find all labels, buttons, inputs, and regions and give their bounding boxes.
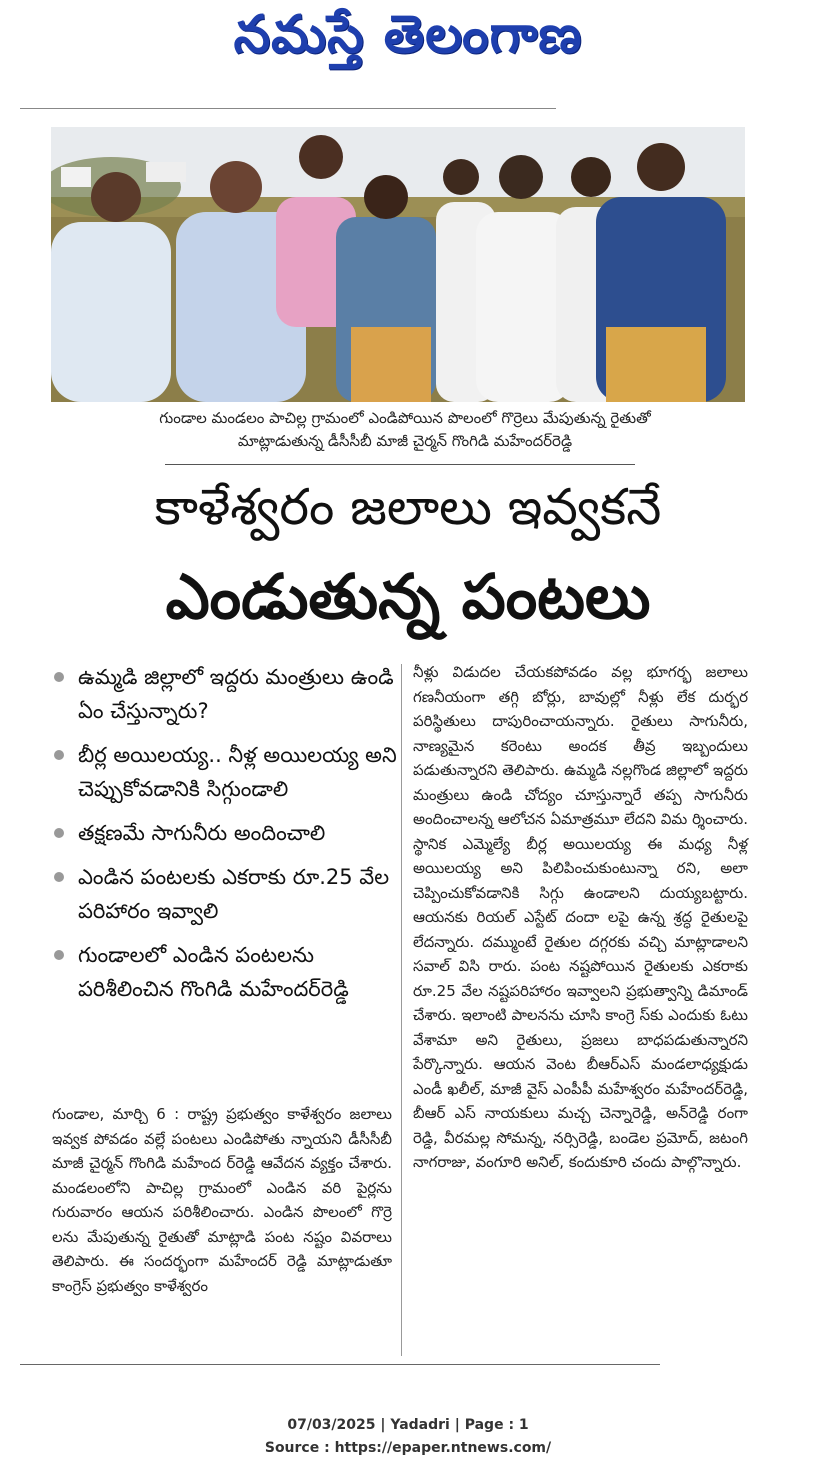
caption-divider [165,464,635,465]
caption-line-2: మాట్లాడుతున్న డీసీసీబీ మాజీ చైర్మన్ గొంగిడి మహేందర్‌రెడ్డి [237,432,573,450]
masthead-divider [20,108,556,109]
bullet-text: ఉమ్మడి జిల్లాలో ఇద్దరు మంత్రులు ఉండి ఏం చేస్తున్నారు? [78,665,394,723]
highlight-bullets [50,660,400,1016]
footer-source-line: Source : https://epaper.ntnews.com/ [264,1440,552,1456]
bullet-item [50,816,400,850]
article-body-right: నీళ్లు విడుదల చేయకపోవడం వల్ల భూగర్భ జలాలు గణనీయంగా తగ్గి బోర్లు, బావుల్లో నీళ్లు లేక దుర్భర పరిస్థితులు దాపురించాయన్నారు. రైతులు సాగునీరు, నాణ్యమైన కరెంటు అందక తీవ్ర ఇబ్బందులు పడుతున్నారని తెలిపారు. ఉమ్మడి నల్లగొండ జిల్లాలో ఇద్దరు మంత్రులు ఉండి చోద్యం చూస్తున్నారే తప్ప సాగునీరు అందించాలన్న ఆలోచన ఏమాత్రమూ లేదని విమ ర్శించారు. స్థానిక ఎమ్మెల్యే బీర్ల అయిలయ్య ఈ మధ్య నీళ్ల అయిలయ్య అని పిలిపించుకుంటున్నా రని, అలా చెప్పించుకోవడానికి సిగ్గు ఉండాలని దుయ్యబట్టారు. ఆయనకు రియల్ ఎస్టేట్ దందా లపై ఉన్న శ్రద్ధ రైతులపై లేదన్నారు. దమ్ముంటే రైతుల దగ్గరకు వచ్చి మాట్లాడాలని సవాల్ విసి రారు. పంట నష్టపోయిన రైతులకు ఎకరాకు రూ.25 వేల నష్టపరిహారం ఇవ్వాలని ప్రభుత్వాన్ని డిమాండ్ చేశారు. ఇలాంటి పాలనను చూసి కాంగ్రె స్‌కు ఎందుకు ఓటు వేశామా అని రైతులు, ప్రజలు బాధపడుతున్నారని పేర్కొన్నారు. ఆయన వెంట బీఆర్‌ఎస్ మండలాధ్యక్షుడు ఎండీ ఖలీల్, మాజీ వైస్ ఎంపీపీ మహేశ్వరం మహేందర్‌రెడ్డి, బీఆర్ ఎస్ నాయకులు మచ్చ చెన్నారెడ్డి, అన్‌రెడ్డి రంగా రెడ్డి, వీరమల్ల సోమన్న, నర్సిరెడ్డి, బండెల ప్రమోద్, జటంగి నాగరాజు, వంగూరి అనిల్, కందుకూరి చందు పాల్గొన్నారు. [413,663,748,1171]
footer-date-line: 07/03/2025 | Yadadri | Page : 1 [287,1417,529,1433]
headline-kicker: కాళేశ్వరం జలాలు ఇవ్వకనే [154,478,662,536]
bullet-text: గుండాలలో ఎండిన పంటలను పరిశీలించిన గొంగిడి మహేందర్‌రెడ్డి [78,943,349,1001]
bullet-item [50,660,400,728]
photo-caption [60,407,750,453]
photo-illustration [51,127,745,402]
column-divider [401,664,402,1356]
bullet-item [50,938,400,1006]
bullet-dot-icon [54,672,64,682]
article-body-left: గుండాల, మార్చి 6 : రాష్ట్ర ప్రభుత్వం కాళేశ్వరం జలాలు ఇవ్వక పోవడం వల్లే పంటలు ఎండిపోతు న్నాయని డీసీసీబీ మాజీ చైర్మన్ గొంగిడి మహేంద ర్‌రెడ్డి ఆవేదన వ్యక్తం చేశారు. మండలంలోని పాచిల్ల గ్రామంలో ఎండిన వరి పైర్లను గురువారం ఆయన పరిశీలించారు. ఎండిన పొలంలో గొర్రె లను మేపుతున్న రైతుతో మాట్లాడి పంట నష్టం వివరాలు తెలిపారు. ఈ సందర్భంగా మహేందర్ రెడ్డి మాట్లాడుతూ కాంగ్రెస్ ప్రభుత్వం కాళేశ్వరం [52,1105,392,1295]
caption-line-1: గుండాల మండలం పాచిల్ల గ్రామంలో ఎండిపోయిన పొలంలో గొర్రెలు మేపుతున్న రైతుతో [159,409,651,427]
bullet-text: ఎండిన పంటలకు ఎకరాకు రూ.25 వేల పరిహారం ఇవ్వాలి [78,865,390,923]
news-photo [51,127,745,402]
article-bottom-rule [20,1364,660,1365]
bullet-dot-icon [54,828,64,838]
bullet-dot-icon [54,750,64,760]
masthead-logo: నమస్తే తెలంగాణ [233,4,583,65]
headline-main: ఎండుతున్న పంటలు [165,560,651,633]
bullet-dot-icon [54,950,64,960]
bullet-text: బీర్ల అయిలయ్య.. నీళ్ల అయిలయ్య అని చెప్పుకోవడానికి సిగ్గుండాలి [78,743,397,801]
bullet-text: తక్షణమే సాగునీరు అందించాలి [78,821,326,845]
bullet-dot-icon [54,872,64,882]
bullet-item [50,738,400,806]
bullet-item [50,860,400,928]
